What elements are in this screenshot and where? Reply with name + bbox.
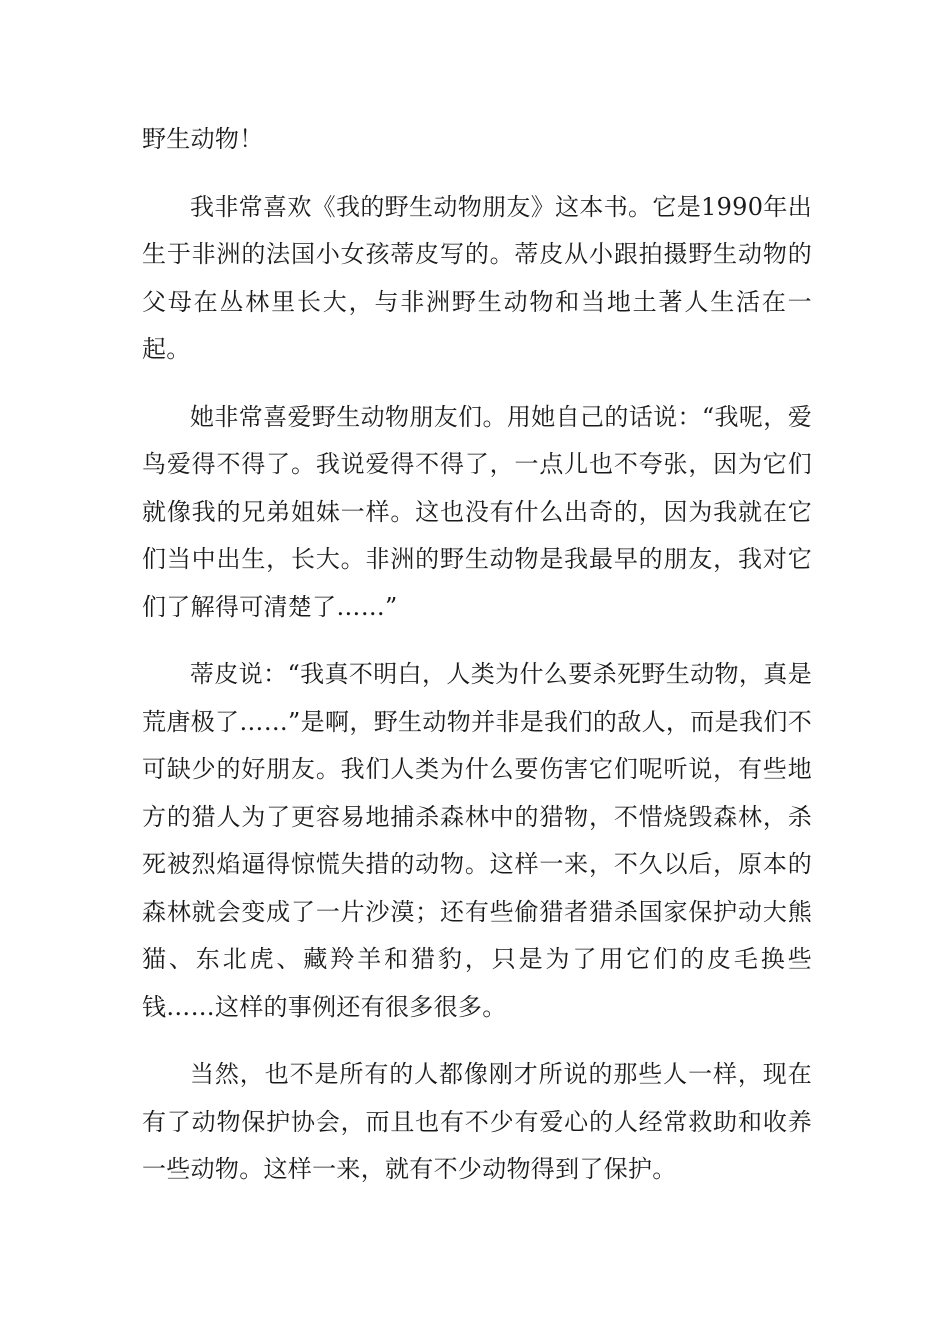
paragraph-continuation: 野生动物！: [142, 125, 264, 153]
paragraph-hunting: 蒂皮说：“我真不明白，人类为什么要杀死野生动物，真是荒唐极了……”是啊，野生动物并非是我们的敌人，而是我们不可缺少的好朋友。我们人类为什么要伤害它们呢听说，有些地方的猎人为了更容易地捕杀森林中的猎物，不惜烧毁森林，杀死被烈焰逼得惊慌失措的动物。这样一来，不久以后，原本的森林就会变成了一片沙漠；还有些偷猎者猎杀国家保护动大熊猫、东北虎、藏羚羊和猎豹，只是为了用它们的皮毛换些钱……这样的事例还有很多很多。: [142, 660, 812, 1021]
paragraph-tippi-quote: 她非常喜爱野生动物朋友们。用她自己的话说：“我呢，爱鸟爱得不得了。我说爱得不得了，一点儿也不夸张，因为它们就像我的兄弟姐妹一样。这也没有什么出奇的，因为我就在它们当中出生，长大。非洲的野生动物是我最早的朋友，我对它们了解得可清楚了……”: [142, 402, 812, 621]
paragraph-protection: 当然，也不是所有的人都像刚才所说的那些人一样，现在有了动物保护协会，而且也有不少有爱心的人经常救助和收养一些动物。这样一来，就有不少动物得到了保护。: [142, 1060, 812, 1183]
paragraph-book-intro: 我非常喜欢《我的野生动物朋友》这本书。它是1990年出生于非洲的法国小女孩蒂皮写的。蒂皮从小跟拍摄野生动物的父母在丛林里长大，与非洲野生动物和当地土著人生活在一起。: [142, 192, 812, 363]
document-body: [142, 116, 812, 1214]
